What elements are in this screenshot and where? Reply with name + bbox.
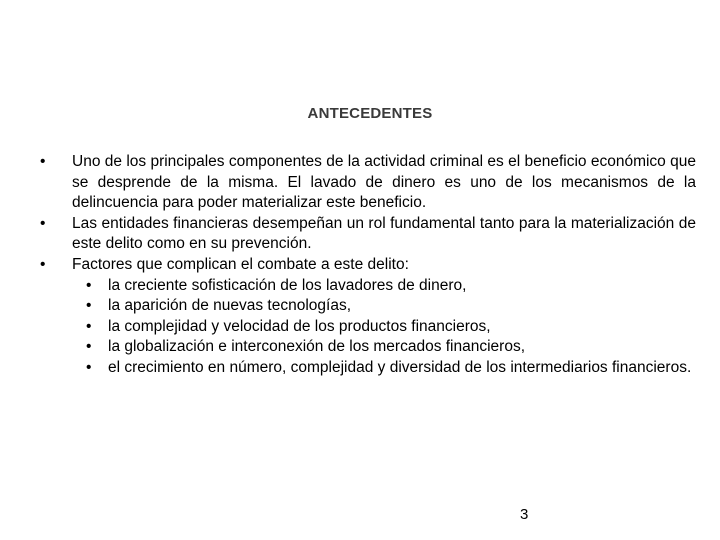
slide-body xyxy=(40,152,696,379)
sub-bullet-text: la aparición de nuevas tecnologías, xyxy=(108,297,351,315)
bullet-text: Factores que complican el combate a este delito: xyxy=(72,255,409,273)
bullet-text: Uno de los principales componentes de la actividad criminal es el beneficio económico que se desprende de la misma. El lavado de dinero es uno de los mecanismos de la delincuencia para poder materializar este beneficio. xyxy=(72,153,696,212)
sub-bullet-item xyxy=(72,358,696,379)
sub-bullet-text: la creciente sofisticación de los lavadores de dinero, xyxy=(108,276,467,294)
sub-bullet-text: la globalización e interconexión de los mercados financieros, xyxy=(108,338,526,356)
bullet-icon: • xyxy=(40,214,46,232)
bullet-item xyxy=(40,255,696,379)
sub-bullet-text: el crecimiento en número, complejidad y diversidad de los intermediarios financieros. xyxy=(108,358,692,376)
bullet-item xyxy=(40,214,696,255)
bullet-icon: • xyxy=(86,317,92,335)
bullet-icon: • xyxy=(86,338,92,356)
sub-bullet-item xyxy=(72,317,696,338)
bullet-icon: • xyxy=(86,276,92,294)
sub-bullet-item xyxy=(72,276,696,297)
bullet-icon: • xyxy=(40,255,46,273)
sub-bullet-text: la complejidad y velocidad de los productos financieros, xyxy=(108,317,491,335)
slide-title: ANTECEDENTES xyxy=(307,105,433,122)
sub-bullet-item xyxy=(72,296,696,317)
bullet-item xyxy=(40,152,696,214)
sub-bullet-item xyxy=(72,337,696,358)
bullet-icon: • xyxy=(86,297,92,315)
bullet-icon: • xyxy=(40,153,46,170)
bullet-icon: • xyxy=(86,358,92,376)
sub-bullet-list xyxy=(72,276,696,379)
bullet-text: Las entidades financieras desempeñan un rol fundamental tanto para la materialización de este delito como en su prevención. xyxy=(72,214,696,253)
page-number: 3 xyxy=(520,506,529,523)
bullet-list xyxy=(40,152,696,379)
